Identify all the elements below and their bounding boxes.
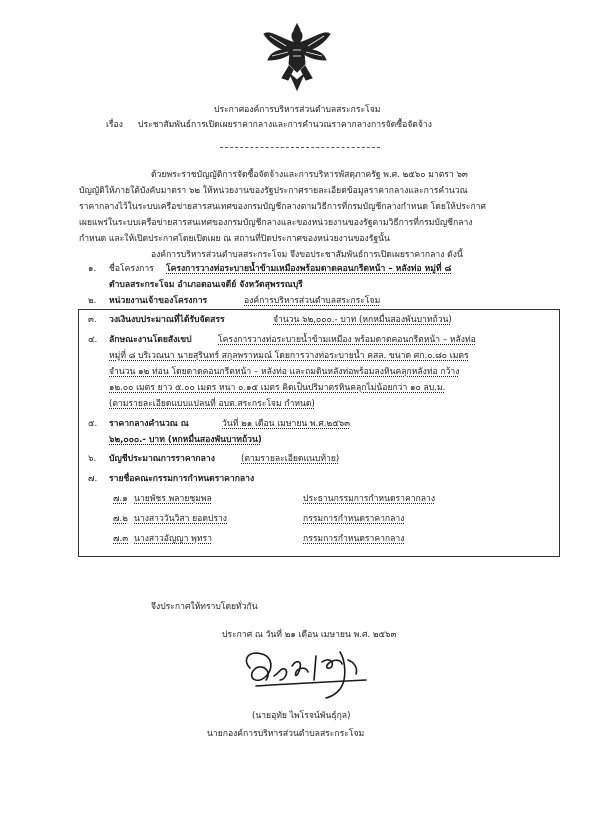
item-1-value-line-2: ตำบลสระกระโจม อำเภอดอนเจดีย์ จังหวัดสุพรรณบุรี [109,280,303,290]
item-5-label: ราคากลางคำนวณ ณ [109,419,189,429]
item-3-number: ๓. [88,315,97,325]
committee-1-number: ๗.๑ [113,494,128,504]
item-1-value: โครงการวางท่อระบายน้ำข้ามเหมืองพร้อมดาดคอนกรีตหน้า – หลังท่อ หมู่ที่ ๘ [166,264,452,274]
committee-2-name: นางสาววันวิสา ยอดปราง [134,514,227,524]
committee-3-name: นางสาวอัญญา พุทรา [134,534,212,544]
intro-line-5: กำหนด และให้เปิดประกาศโดยเปิดเผย ณ สถานที่ปิดประกาศของหน่วยงานของรัฐนั้น [79,234,390,244]
item-1-number: ๑. [88,264,97,274]
garuda-emblem [260,20,334,92]
intro-line-6: องค์การบริหารส่วนตำบลสระกระโจม จึงขอประชาสัมพันธ์การเปิดเผยราคากลาง ดังนี้ [151,250,463,260]
item-5-number: ๕. [88,419,98,429]
item-4-label: ลักษณะงานโดยสังเขป [109,335,192,345]
closing-notice: จึงประกาศให้ทราบโดยทั่วกัน [151,602,258,612]
item-3-value: จำนวน ๖๒,๐๐๐.- บาท (หกหมื่นสองพันบาทถ้วน) [273,315,452,325]
announcement-date: ประกาศ ณ วันที่ ๒๑ เดือน เมษายน พ.ศ. ๒๕๖๓ [222,630,397,640]
signer-name: (นายอุทัย ไพโรจน์พันธุ์กุล) [252,711,351,721]
committee-3-role: กรรมการกำหนดราคากลาง [303,534,405,544]
item-6-label: บัญชีประมาณการราคากลาง [109,454,215,464]
committee-3-number: ๗.๓ [113,534,129,544]
item-5-amount: ๖๒,๐๐๐.- บาท (หกหมื่นสองพันบาทถ้วน) [109,435,262,445]
committee-1-name: นายพัชร พลายชุมพล [134,494,212,504]
item-2-label: หน่วยงานเจ้าของโครงการ [109,296,208,306]
intro-line-2: บัญญัติให้ภายใต้บังคับมาตรา ๖๒ ให้หน่วยงานของรัฐประกาศรายละเอียดข้อมูลราคากลางและการคำนวณ [79,186,468,196]
intro-line-4: เผยแพร่ในระบบเครือข่ายสารสนเทศของกรมบัญชีกลางและของหน่วยงานของรัฐตามวิธีการที่กรมบัญชีกลาง [79,218,473,228]
signer-title: นายกองค์การบริหารส่วนตำบลสระกระโจม [207,729,365,739]
subject-label: เรื่อง [106,120,123,130]
subject-text: ประชาสัมพันธ์การเปิดเผยราคากลางและการคำนวณราคากลางการจัดซื้อจัดจ้าง [138,120,432,130]
item-4-line-3: จำนวน ๑๒ ท่อน โดยดาดคอนกรีตหน้า – หลังท่อ และถมดินหลังท่อพร้อมลงหินคลุกหลังท่อ กว้าง [109,367,460,377]
announcement-title: ประกาศองค์การบริหารส่วนตำบลสระกระโจม [214,105,381,115]
committee-1-role: ประธานกรรมการกำหนดราคากลาง [303,494,436,504]
item-4-line-2: หมู่ที่ ๘ บริเวณนา นายสุรินทร์ สกุลพราหมณ์ โดยการวางท่อระบายน้ำ คสล. ขนาด ศก.๐.๘๐ เมตร [109,351,469,361]
item-5-date: วันที่ ๒๑ เดือน เมษายน พ.ศ.๒๕๖๓ [222,419,351,429]
item-7-number: ๗. [88,474,98,484]
intro-line-1: ด้วยพระราชบัญญัติการจัดซื้อจัดจ้างและการบริหารพัสดุภาครัฐ พ.ศ. ๒๕๖๐ มาตรา ๖๓ [151,170,468,180]
item-4-line-5: (ตามรายละเอียดแบบแปลนที่ อบต.สระกระโจม กำหนด) [109,399,315,409]
committee-2-number: ๗.๒ [113,514,128,524]
signature [236,646,386,704]
item-7-label: รายชื่อคณะกรรมการกำหนดราคากลาง [109,474,255,484]
item-1-label: ชื่อโครงการ [109,264,154,274]
item-3-label: วงเงินงบประมาณที่ได้รับจัดสรร [109,315,225,325]
item-6-number: ๖. [88,454,97,464]
item-4-line-4: ๑๒.๐๐ เมตร ยาว ๕.๐๐ เมตร หนา ๐.๑๕ เมตร คิดเป็นปริมาตรหินคลุกไม่น้อยกว่า ๑๐ ลบ.ม. [109,383,446,393]
committee-2-role: กรรมการกำหนดราคากลาง [303,514,405,524]
item-2-number: ๒. [88,296,97,306]
intro-line-3: ราคากลางไว้ในระบบเครือข่ายสารสนเทศของกรมบัญชีกลางตามวิธีการที่กรมบัญชีกลางกำหนด โดยให้ประกาศ [79,202,486,212]
item-2-value: องค์การบริหารส่วนตำบลสระกระโจม [244,296,381,306]
item-6-value: (ตามรายละเอียดแนบท้าย) [241,454,340,464]
item-4-number: ๔. [88,335,98,345]
item-4-line-1: โครงการวางท่อระบายน้ำข้ามเหมือง พร้อมดาดคอนกรีตหน้า – หลังท่อ [218,335,476,345]
header-divider [220,147,380,148]
